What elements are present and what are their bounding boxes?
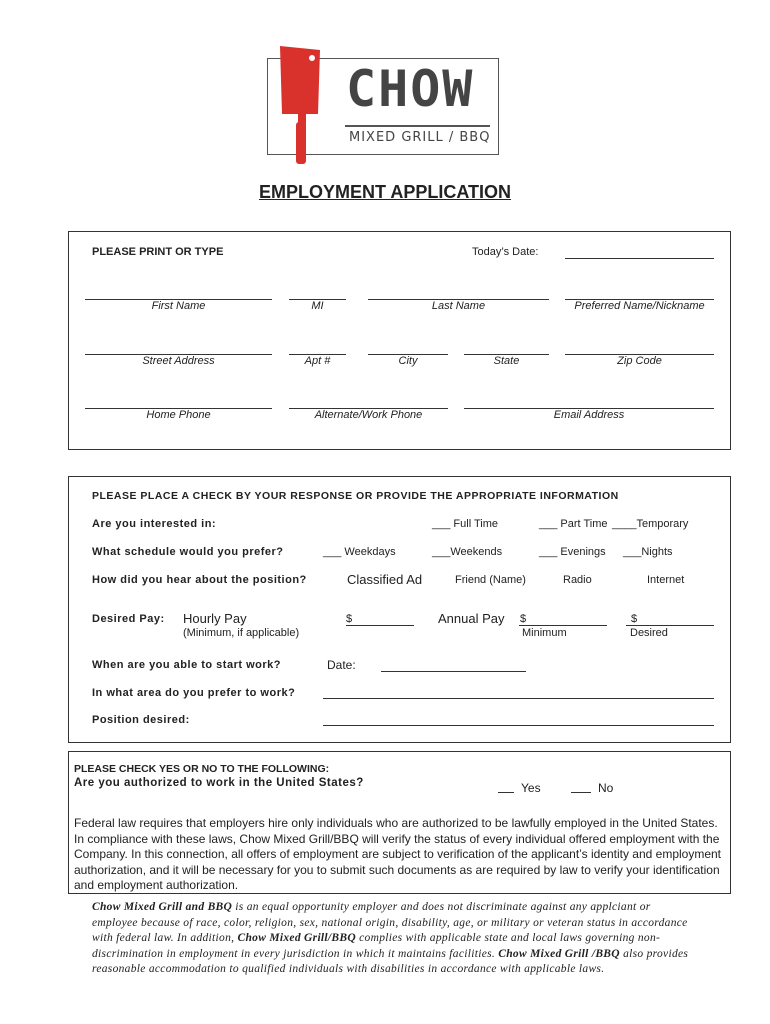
work-area-field[interactable] xyxy=(323,698,714,699)
apt-label: Apt # xyxy=(304,355,331,367)
start-work-question: When are you able to start work? xyxy=(92,659,281,671)
start-date-field[interactable] xyxy=(381,671,526,672)
annual-pay-label: Annual Pay xyxy=(438,611,505,626)
logo-name: CHOW xyxy=(346,60,475,118)
yes-no-header: PLEASE CHECK YES OR NO TO THE FOLLOWING: xyxy=(74,763,330,775)
todays-date-label: Today’s Date: xyxy=(472,246,539,258)
hourly-dollar-sign: $ xyxy=(346,613,353,625)
yes-label: Yes xyxy=(521,781,541,795)
zip-label: Zip Code xyxy=(617,355,662,367)
hourly-pay-field[interactable] xyxy=(346,625,414,626)
state-label: State xyxy=(493,355,520,367)
email-label: Email Address xyxy=(553,409,625,421)
annual-min-dollar-sign: $ xyxy=(520,613,527,625)
desired-label: Desired xyxy=(630,627,668,639)
yes-checkbox[interactable] xyxy=(498,792,514,793)
full-time-option[interactable]: ___ Full Time xyxy=(432,518,499,530)
check-response-header: PLEASE PLACE A CHECK BY YOUR RESPONSE OR PROVIDE THE APPROPRIATE INFORMATION xyxy=(92,490,619,502)
annual-desired-field[interactable] xyxy=(626,625,714,626)
alt-phone-label: Alternate/Work Phone xyxy=(314,409,423,421)
nickname-label: Preferred Name/Nickname xyxy=(574,300,705,312)
friend-option[interactable]: Friend (Name) xyxy=(455,574,526,586)
eeo-text-2: complies with applicable state and local laws governing non-discrimination in employment in every jurisdiction in which it maintains facilities. xyxy=(92,932,661,960)
interest-question: Are you interested in: xyxy=(92,518,217,530)
desired-pay-label: Desired Pay: xyxy=(92,613,165,625)
radio-option[interactable]: Radio xyxy=(563,574,592,586)
weekends-option[interactable]: ___Weekends xyxy=(432,546,503,558)
company-name-3: Chow Mixed Grill /BBQ xyxy=(498,947,620,960)
company-name-1: Chow Mixed Grill and BBQ xyxy=(92,901,233,913)
street-address-label: Street Address xyxy=(142,355,215,367)
schedule-question: What schedule would you prefer? xyxy=(92,546,284,558)
annual-min-field[interactable] xyxy=(519,625,607,626)
hear-question: How did you hear about the position? xyxy=(92,574,307,586)
min-applicable-note: (Minimum, if applicable) xyxy=(183,627,300,639)
eeo-text-1: is an equal opportunity employer and does not discriminate against any applciant or employee because of race, color, religion, sex, national origin, disability, age, or military or veteran status in accordance with federal law. In addition, xyxy=(92,901,688,944)
print-or-type-header: PLEASE PRINT OR TYPE xyxy=(92,246,224,258)
internet-option[interactable]: Internet xyxy=(647,574,685,586)
company-name-2: Chow Mixed Grill/BBQ xyxy=(237,932,356,944)
eeo-statement xyxy=(92,900,692,978)
last-name-label: Last Name xyxy=(431,300,486,312)
temporary-option[interactable]: ____Temporary xyxy=(612,518,689,530)
nights-option[interactable]: ___Nights xyxy=(623,546,673,558)
work-area-question: In what area do you prefer to work? xyxy=(92,687,296,699)
eeo-text-3: also provides reasonable accommodation to qualified individuals with disabilities in accordance with applicable laws. xyxy=(92,947,689,975)
weekdays-option[interactable]: ___ Weekdays xyxy=(323,546,396,558)
position-info-section xyxy=(68,476,731,743)
city-label: City xyxy=(398,355,418,367)
part-time-option[interactable]: ___ Part Time xyxy=(539,518,608,530)
no-checkbox[interactable] xyxy=(571,792,591,793)
authorized-question: Are you authorized to work in the United States? xyxy=(74,777,364,789)
page-title: EMPLOYMENT APPLICATION xyxy=(259,182,511,202)
no-label: No xyxy=(598,781,614,795)
evenings-option[interactable]: ___ Evenings xyxy=(539,546,606,558)
start-date-label: Date: xyxy=(327,658,356,672)
logo-subtitle: MIXED GRILL / BBQ xyxy=(349,130,491,145)
minimum-label: Minimum xyxy=(522,627,567,639)
home-phone-label: Home Phone xyxy=(146,409,211,421)
cleaver-icon xyxy=(276,44,336,169)
first-name-label: First Name xyxy=(151,300,206,312)
hourly-pay-label: Hourly Pay xyxy=(183,611,247,626)
todays-date-field[interactable] xyxy=(565,258,714,259)
logo-divider xyxy=(345,125,490,127)
position-desired-field[interactable] xyxy=(323,725,714,726)
classified-ad-option[interactable]: Classified Ad xyxy=(347,572,423,587)
mi-label: MI xyxy=(311,300,324,312)
federal-law-paragraph: Federal law requires that employers hire only individuals who are authorized to be lawfully employed in the United States. In compliance with these laws, Chow Mixed Grill/BBQ will verify the status of every individual offered employment with the Company. In this connection, all offers of employment are subject to verification of the applicant’s identity and employment authorization, and it will be necessary for you to submit such documents as are required by law to verify your identification and employment authorization. xyxy=(74,816,722,892)
annual-desired-dollar-sign: $ xyxy=(631,613,638,625)
position-desired-question: Position desired: xyxy=(92,714,190,726)
